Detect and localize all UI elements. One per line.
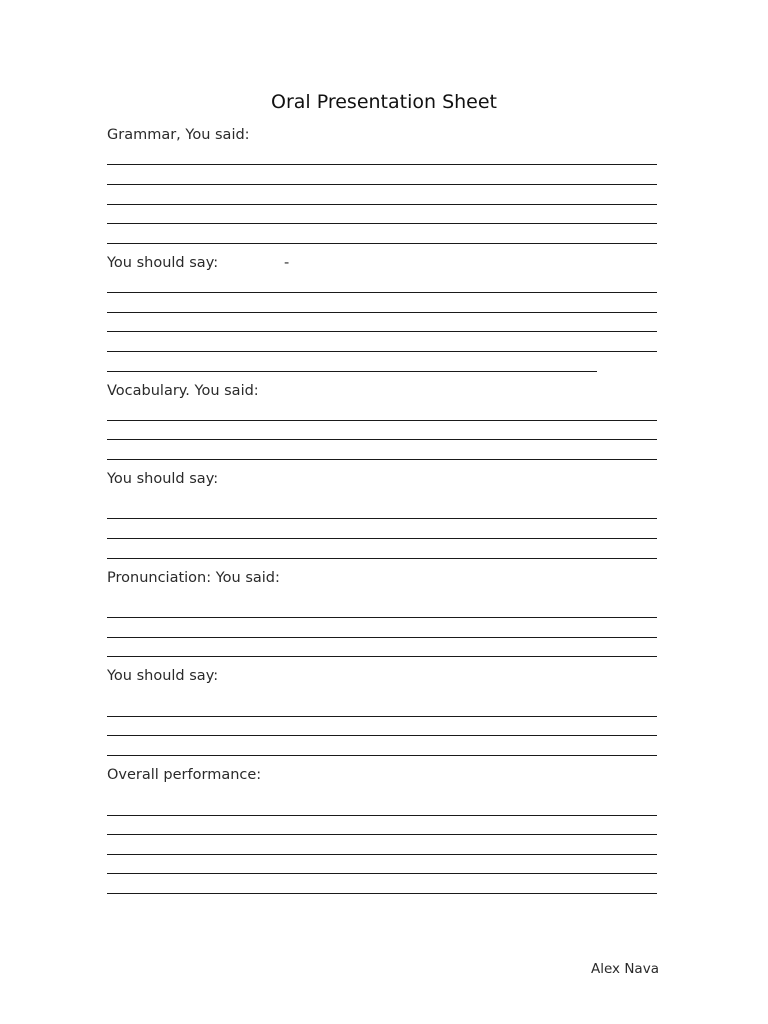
writing-line[interactable]: [107, 854, 657, 855]
writing-line[interactable]: [107, 371, 597, 372]
writing-line[interactable]: [107, 617, 657, 618]
writing-line[interactable]: [107, 656, 657, 657]
writing-line[interactable]: [107, 164, 657, 165]
section-label-grammar-said: Grammar, You said:: [107, 127, 250, 143]
writing-line[interactable]: [107, 204, 657, 205]
author-name: Alex Nava: [591, 961, 659, 977]
writing-line[interactable]: [107, 755, 657, 756]
writing-line[interactable]: [107, 893, 657, 894]
section-label-pronunciation-should-say: You should say:: [107, 668, 219, 684]
writing-line[interactable]: [107, 459, 657, 460]
writing-line[interactable]: [107, 735, 657, 736]
writing-line[interactable]: [107, 716, 657, 717]
dash-marker: -: [284, 255, 290, 271]
section-label-vocabulary-should-say: You should say:: [107, 471, 219, 487]
writing-line[interactable]: [107, 834, 657, 835]
writing-line[interactable]: [107, 243, 657, 244]
writing-line[interactable]: [107, 538, 657, 539]
writing-line[interactable]: [107, 292, 657, 293]
writing-line[interactable]: [107, 331, 657, 332]
writing-line[interactable]: [107, 184, 657, 185]
writing-line[interactable]: [107, 351, 657, 352]
writing-line[interactable]: [107, 439, 657, 440]
writing-line[interactable]: [107, 223, 657, 224]
page-title: Oral Presentation Sheet: [270, 91, 498, 113]
section-label-overall-performance: Overall performance:: [107, 767, 262, 783]
writing-line[interactable]: [107, 518, 657, 519]
writing-line[interactable]: [107, 312, 657, 313]
writing-line[interactable]: [107, 815, 657, 816]
section-label-grammar-should-say: You should say:: [107, 255, 219, 271]
section-label-pronunciation-said: Pronunciation: You said:: [107, 570, 280, 586]
writing-line[interactable]: [107, 420, 657, 421]
writing-line[interactable]: [107, 873, 657, 874]
writing-line[interactable]: [107, 558, 657, 559]
section-label-vocabulary-said: Vocabulary. You said:: [107, 383, 259, 399]
writing-line[interactable]: [107, 637, 657, 638]
